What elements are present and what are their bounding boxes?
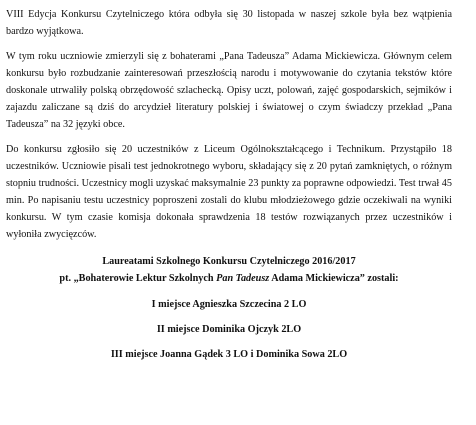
results-heading-line2 <box>6 270 452 287</box>
results-heading-suffix: Adama Mickiewicza” zostali: <box>269 273 399 284</box>
description-paragraph: W tym roku uczniowie zmierzyli się z bohaterami „Pana Tadeusza” Adama Mickiewicza. Głównym celem konkursu było rozbudzanie zainteresowań przeszłością narodu i motywowanie do czytania tekstów które doskonale utrwaliły polską obrzędowość szlachecką. Opisy uczt, polowań, zajęć gospodarskich, sejmików i zajazdu zaliczane są dziś do arcydzieł literatury polskiej i światowej o czym świadczy przekład „Pana Tadeusza” na 32 języki obce. <box>6 51 452 130</box>
intro-paragraph: VIII Edycja Konkursu Czytelniczego która odbyła się 30 listopada w naszej szkole była bez wątpienia bardzo wyjątkowa. <box>6 9 452 37</box>
results-section <box>6 253 452 363</box>
first-place: I miejsce Agnieszka Szczecina 2 LO <box>151 299 307 310</box>
book-title: Pan Tadeusz <box>216 273 270 284</box>
results-heading-line1: Laureatami Szkolnego Konkursu Czytelniczego 2016/2017 <box>102 256 356 267</box>
second-place: II miejsce Dominika Ojczyk 2LO <box>156 324 302 335</box>
contest-details-paragraph: Do konkursu zgłosiło się 20 uczestników z Liceum Ogólnokształcącego i Technikum. Przystąpiło 18 uczestników. Uczniowie pisali test jednokrotnego wyboru, składający się z 20 pytań zamkniętych, o różnym stopniu trudności. Uczestnicy mogli uzyskać maksymalnie 23 punkty za poprawne odpowiedzi. Test trwał 45 min. Po napisaniu testu uczestnicy poproszeni zostali do klubu młodzieżowego gdzie oczekiwali na wyniki konkursu. W tym czasie komisja dokonała sprawdzenia 18 testów rozwiązanych przez uczestników i wyłoniła zwycięzców. <box>6 144 452 240</box>
third-place: III miejsce Joanna Gądek 3 LO i Dominika Sowa 2LO <box>110 349 348 360</box>
document-page <box>6 6 452 363</box>
results-heading-prefix: pt. „Bohaterowie Lektur Szkolnych <box>59 273 217 284</box>
